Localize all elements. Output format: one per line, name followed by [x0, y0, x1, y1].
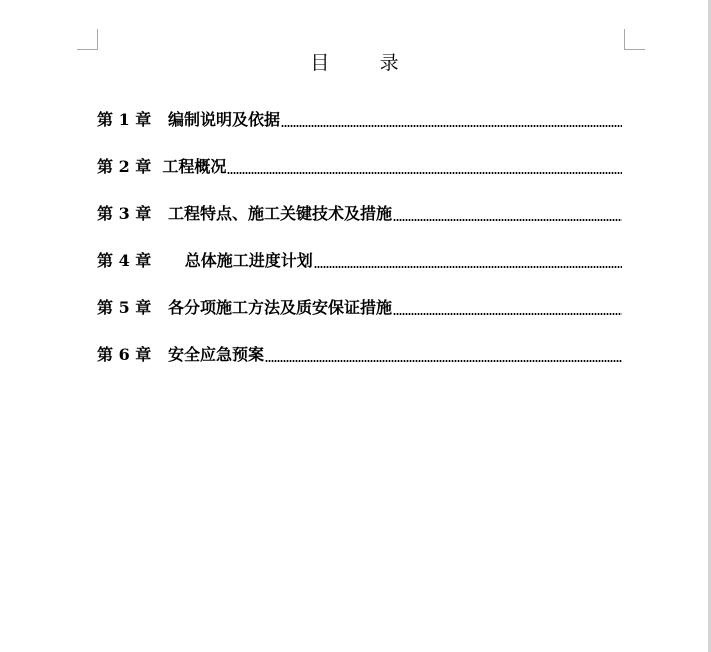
crop-mark-top-left — [77, 29, 98, 50]
dot-leader — [393, 313, 622, 315]
toc-title: 目 录 — [310, 52, 401, 74]
toc-entry-chapter-4[interactable] — [97, 249, 622, 296]
toc-entry-chapter-2[interactable] — [97, 155, 622, 202]
table-of-contents — [97, 108, 622, 390]
toc-entry-label: 第 1 章 编制说明及依据 — [97, 110, 280, 129]
toc-entry-chapter-5[interactable] — [97, 296, 622, 343]
toc-entry-chapter-6[interactable] — [97, 343, 622, 390]
dot-leader — [314, 266, 622, 268]
toc-entry-label: 第 5 章 各分项施工方法及质安保证措施 — [97, 298, 392, 317]
toc-entry-label: 第 2 章 工程概况 — [97, 157, 227, 176]
toc-entry-label: 第 6 章 安全应急预案 — [97, 345, 264, 364]
crop-mark-top-right — [624, 29, 645, 50]
dot-leader — [393, 219, 622, 221]
dot-leader — [281, 125, 622, 127]
toc-entry-chapter-1[interactable] — [97, 108, 622, 155]
toc-entry-chapter-3[interactable] — [97, 202, 622, 249]
dot-leader — [227, 172, 622, 174]
toc-entry-label: 第 3 章 工程特点、施工关键技术及措施 — [97, 204, 392, 223]
toc-entry-label: 第 4 章 总体施工进度计划 — [97, 251, 313, 270]
dot-leader — [265, 360, 622, 362]
